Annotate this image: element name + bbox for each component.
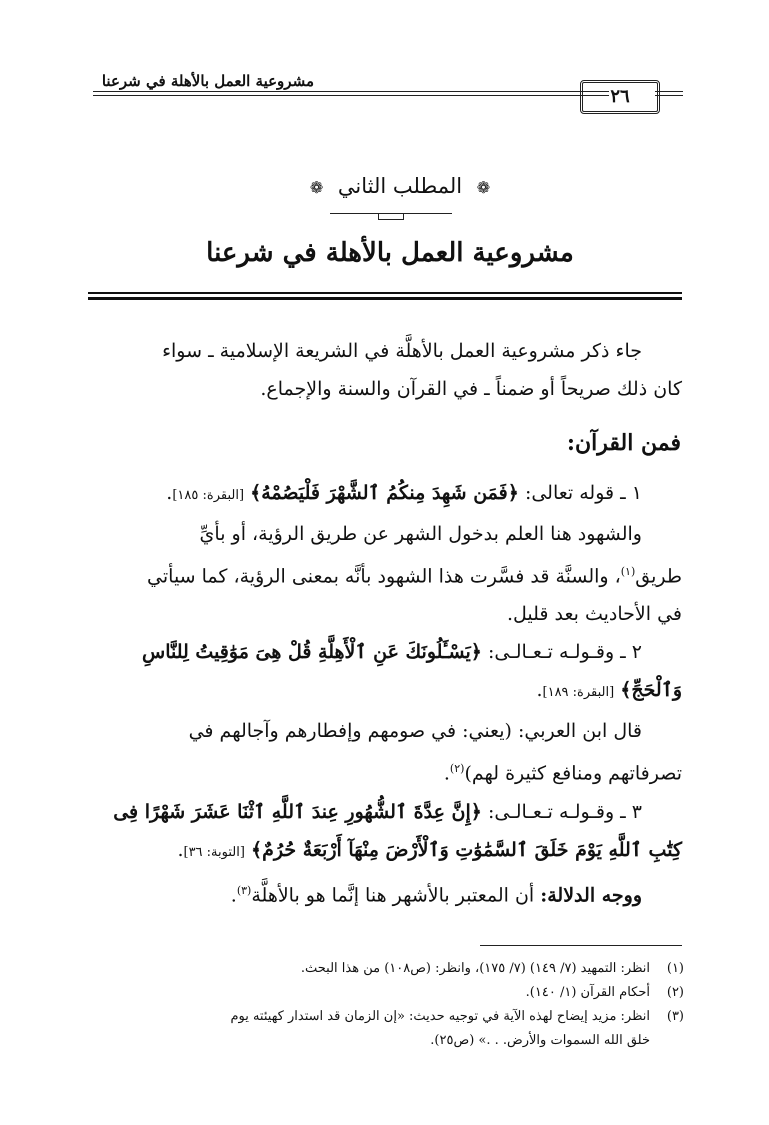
item-3 — [90, 793, 682, 831]
footnote-text: أحكام القرآن (١/ ١٤٠). — [525, 985, 650, 1000]
section-label — [200, 174, 600, 198]
para-text: تصرفاتهم ومنافع كثيرة لهم) — [464, 762, 682, 785]
para-text: ، والسنَّة قد فسَّرت هذا الشهود بأنَّه بمعنى الرؤية، كما سيأتي — [147, 565, 621, 588]
para-text: أن المعتبر بالأشهر هنا إنَّما هو بالأهلَّة — [251, 883, 535, 906]
sub-heading: فمن القرآن: — [566, 430, 681, 456]
section-divider-tab — [378, 213, 404, 220]
item-3-cont — [90, 831, 682, 872]
footnote — [90, 1005, 684, 1053]
item-prefix: ١ ـ قوله تعالى: — [524, 482, 642, 504]
para-line: قال ابن العربي: (يعني: في صومهم وإفطارهم وآجالهم في — [188, 720, 642, 743]
header-rule-short — [655, 91, 683, 96]
quran-verse: وَٱلْحَجِّ﴾ — [620, 679, 682, 702]
verse-citation: [التوبة: ٣٦] — [183, 844, 245, 860]
footnotes — [90, 957, 684, 1053]
footnote-number: (٢) — [666, 985, 684, 1000]
section-title: مشروعية العمل بالأهلة في شرعنا — [206, 238, 574, 268]
punct: . — [536, 679, 543, 702]
footnote-number: (١) — [666, 961, 684, 976]
quran-verse: كِتَٰبِ ٱللَّهِ يَوْمَ خَلَقَ ٱلسَّمَٰوَٰتِ وَٱلْأَرْضَ مِنْهَآ أَرْبَعَةٌ حُرُمٌ﴾ — [250, 838, 682, 861]
footnote — [90, 957, 684, 981]
item-1 — [90, 474, 682, 515]
quran-verse: ﴿فَمَن شَهِدَ مِنكُمُ ٱلشَّهْرَ فَلْيَصُمْهُ﴾ — [250, 482, 519, 504]
title-rule — [88, 292, 682, 294]
footnote-ref: (٢) — [449, 762, 465, 776]
quran-verse: ﴿يَسْـَٔلُونَكَ عَنِ ٱلْأَهِلَّةِ قُلْ هِىَ مَوَٰقِيتُ لِلنَّاسِ — [142, 641, 482, 664]
item-prefix: ٢ ـ وقـولـه تـعـالـى: — [487, 641, 642, 664]
footnote-separator — [480, 945, 682, 946]
dalala-line — [90, 872, 682, 914]
punct: . — [166, 482, 173, 504]
footnote-number: (٣) — [666, 1009, 684, 1024]
section-label-text: المطلب الثاني — [337, 174, 463, 198]
para-line: في الأحاديث بعد قليل. — [506, 603, 682, 626]
footnote — [90, 981, 684, 1005]
verse-citation: [البقرة: ١٨٩] — [542, 685, 615, 701]
page-number: ٢٦ — [580, 80, 660, 114]
item-2 — [90, 633, 682, 671]
footnote-ref: (٣) — [236, 883, 252, 897]
verse-citation: [البقرة: ١٨٥] — [172, 488, 245, 503]
para-line: والشهود هنا العلم بدخول الشهر عن طريق الرؤية، أو بأيِّ — [199, 523, 642, 545]
punct: . — [177, 838, 184, 861]
para-line — [90, 750, 682, 792]
running-title: مشروعية العمل بالأهلة في شرعنا — [101, 72, 314, 90]
intro-line: كان ذلك صريحاً أو ضمناً ـ في القرآن والسنة والإجماع. — [260, 378, 682, 400]
ornament-icon: ❁ — [309, 178, 324, 197]
header-rule — [93, 91, 609, 96]
quran-verse: ﴿إِنَّ عِدَّةَ ٱلشُّهُورِ عِندَ ٱللَّهِ ٱثْنَا عَشَرَ شَهْرًا فِى — [113, 800, 482, 823]
item-2-cont — [90, 671, 682, 712]
title-rule-bold — [88, 297, 682, 300]
main-text — [90, 474, 682, 914]
footnote-ref: (١) — [620, 565, 636, 578]
footnote-text: انظر: التمهيد (٧/ ١٤٩) (٧/ ١٧٥)، وانظر: (ص١٠٨) من هذا البحث. — [300, 961, 650, 976]
dalala-label: ووجه الدلالة: — [540, 883, 642, 906]
punct: . — [443, 762, 450, 785]
intro-line: جاء ذكر مشروعية العمل بالأهلَّة في الشريعة الإسلامية ـ سواء — [162, 340, 642, 362]
para-line — [90, 553, 682, 595]
footnote-text: خلق الله السموات والأرض. . .» (ص٢٥). — [430, 1033, 650, 1048]
ornament-icon: ❁ — [476, 178, 491, 197]
para-text: طريق — [635, 565, 682, 588]
punct: . — [230, 883, 237, 906]
intro-paragraph — [90, 332, 682, 408]
footnote-text: انظر: مزيد إيضاح لهذه الآية في توجيه حديث: «إن الزمان قد استدار كهيئته يوم — [230, 1009, 650, 1024]
item-prefix: ٣ ـ وقـولـه تـعـالـى: — [487, 800, 642, 823]
